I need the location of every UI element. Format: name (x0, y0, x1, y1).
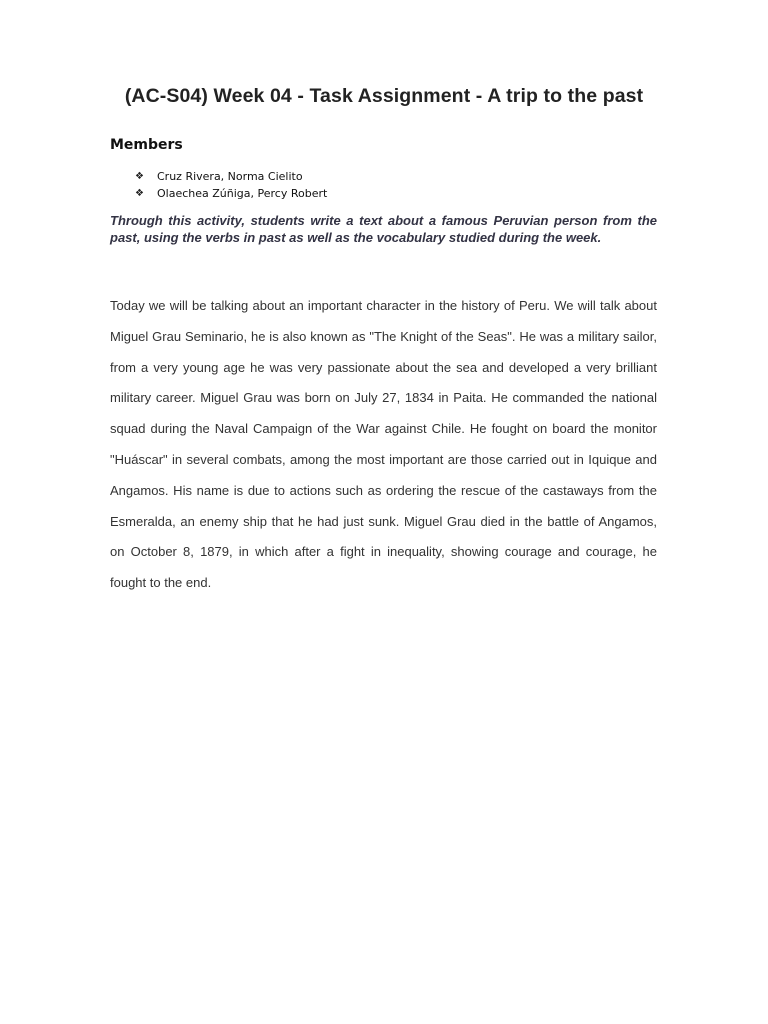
list-item (135, 185, 327, 202)
document-title: (AC-S04) Week 04 - Task Assignment - A trip to the past (124, 85, 644, 107)
member-name: Cruz Rivera, Norma Cielito (157, 170, 303, 183)
diamond-bullet-icon: ❖ (135, 188, 144, 199)
members-list (135, 168, 327, 202)
diamond-bullet-icon: ❖ (135, 171, 144, 182)
member-name: Olaechea Zúñiga, Percy Robert (157, 187, 328, 200)
members-heading: Members (110, 137, 183, 153)
list-item (135, 168, 327, 185)
activity-description: Through this activity, students write a text about a famous Peruvian person from the past, using the verbs in past as well as the vocabulary studied during the week. (110, 213, 657, 245)
body-paragraph: Today we will be talking about an important character in the history of Peru. We will talk about Miguel Grau Seminario, he is also known as "The Knight of the Seas". He was a military sailor, from a very young age he was very passionate about the sea and developed a very brilliant military career. Miguel Grau was born on July 27, 1834 in Paita. He commanded the national squad during the Naval Campaign of the War against Chile. He fought on board the monitor "Huáscar" in several combats, among the most important are those carried out in Iquique and Angamos. His name is due to actions such as ordering the rescue of the castaways from the Esmeralda, an enemy ship that he had just sunk. Miguel Grau died in the battle of Angamos, on October 8, 1879, in which after a fight in inequality, showing courage and courage, he fought to the end. (110, 298, 657, 591)
